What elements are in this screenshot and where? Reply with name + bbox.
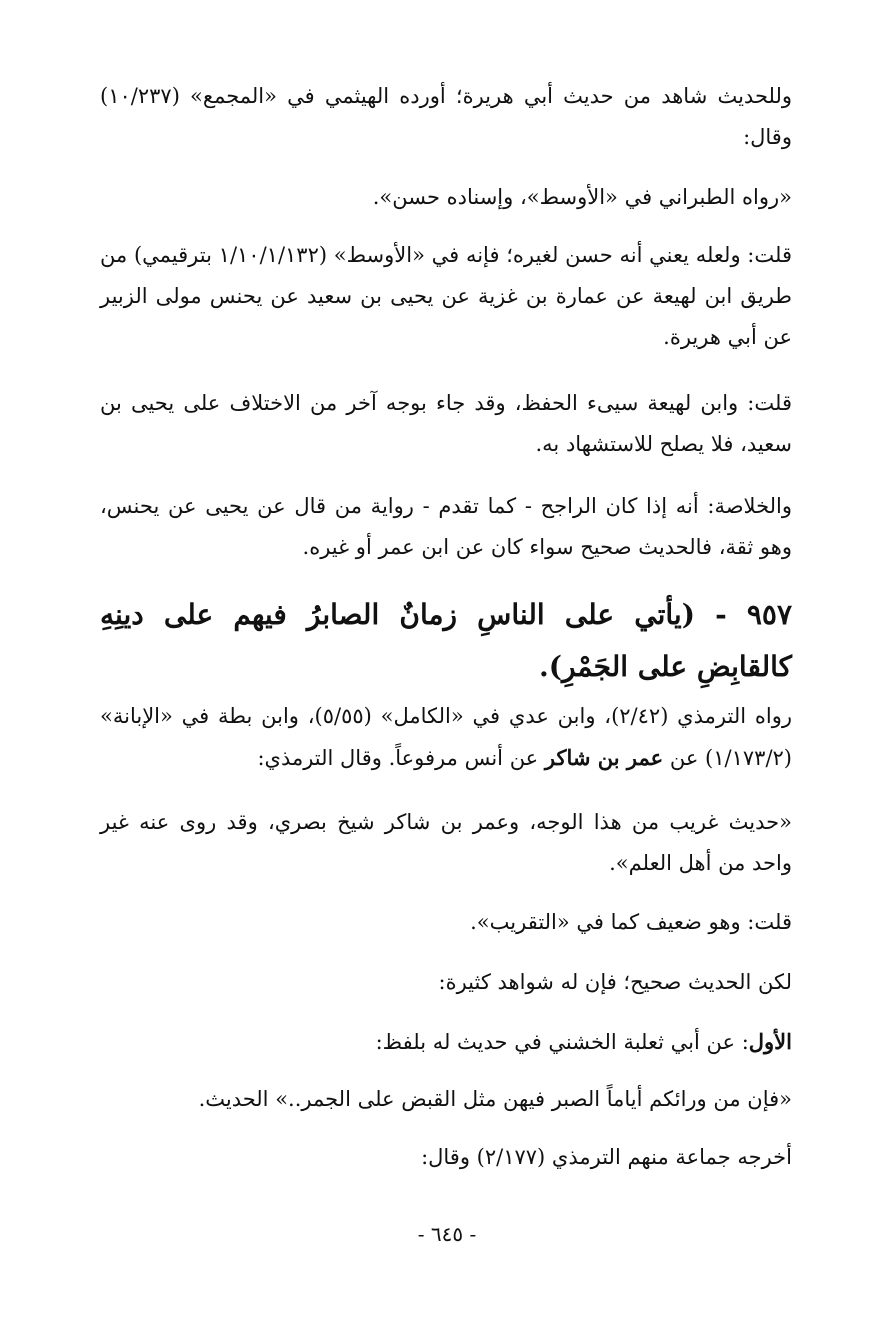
ordinal-label: الأول xyxy=(748,1029,792,1054)
hadith-heading-957 xyxy=(100,589,792,693)
paragraph-text: رواه الترمذي (٢/٤٢)، وابن عدي في «الكامل» (٥/٥٥)، وابن بطة في «الإبانة» (١/١٧٣/٢) عن xyxy=(100,704,792,770)
paragraph-majma-reference xyxy=(100,76,792,158)
paragraph-tirmidhi-sources xyxy=(100,696,792,779)
paragraph-taqrib xyxy=(100,902,792,943)
heading-text: ٩٥٧ - (يأتي على الناسِ زمانٌ الصابرُ فيهم على دينِهِ كالقابِضِ على الجَمْرِ). xyxy=(100,598,792,683)
paragraph-awsat-note xyxy=(100,235,792,358)
quote-text: «فإن من ورائكم أياماً الصبر فيهن مثل القبض على الجمر..» الحديث. xyxy=(198,1087,792,1111)
paragraph-first-witness xyxy=(100,1021,792,1063)
paragraph-shawahid xyxy=(100,962,792,1003)
paragraph-conclusion xyxy=(100,486,792,568)
paragraph-text: والخلاصة: أنه إذا كان الراجح - كما تقدم - رواية من قال عن يحيى عن يحنس، وهو ثقة، فالحديث صحيح سواء كان عن ابن عمر أو غيره. xyxy=(100,494,792,559)
paragraph-text: : عن أبي ثعلبة الخشني في حديث له بلفظ: xyxy=(375,1030,749,1054)
paragraph-text: أخرجه جماعة منهم الترمذي (٢/١٧٧) وقال: xyxy=(421,1145,792,1169)
paragraph-text: عن أنس مرفوعاً. وقال الترمذي: xyxy=(257,746,545,770)
paragraph-ibn-lahia xyxy=(100,383,792,465)
paragraph-text: وللحديث شاهد من حديث أبي هريرة؛ أورده الهيثمي في «المجمع» (١٠/٢٣٧) وقال: xyxy=(100,84,792,149)
page-number: - ٦٤٥ - xyxy=(417,1222,477,1246)
paragraph-text: قلت: وابن لهيعة سيىء الحفظ، وقد جاء بوجه آخر من الاختلاف على يحيى بن سعيد، فلا يصلح للاستشهاد به. xyxy=(100,391,792,456)
paragraph-takhrij xyxy=(100,1137,792,1178)
quote-tirmidhi xyxy=(100,802,792,884)
narrator-name: عمر بن شاكر xyxy=(544,745,664,770)
quote-tabarani xyxy=(100,177,792,218)
paragraph-text: قلت: وهو ضعيف كما في «التقريب». xyxy=(470,910,792,934)
quote-text: «حديث غريب من هذا الوجه، وعمر بن شاكر شيخ بصري، وقد روى عنه غير واحد من أهل العلم». xyxy=(100,810,792,875)
quote-hadith-text xyxy=(100,1079,792,1120)
paragraph-text: لكن الحديث صحيح؛ فإن له شواهد كثيرة: xyxy=(438,970,792,994)
paragraph-text: قلت: ولعله يعني أنه حسن لغيره؛ فإنه في «الأوسط» (١/١٠/١/١٣٢ بترقيمي) من طريق ابن لهيعة عن عمارة بن غزية عن يحيى بن سعيد عن يحنس مولى الزبير عن أبي هريرة. xyxy=(100,243,792,349)
quote-text: «رواه الطبراني في «الأوسط»، وإسناده حسن». xyxy=(372,185,792,209)
